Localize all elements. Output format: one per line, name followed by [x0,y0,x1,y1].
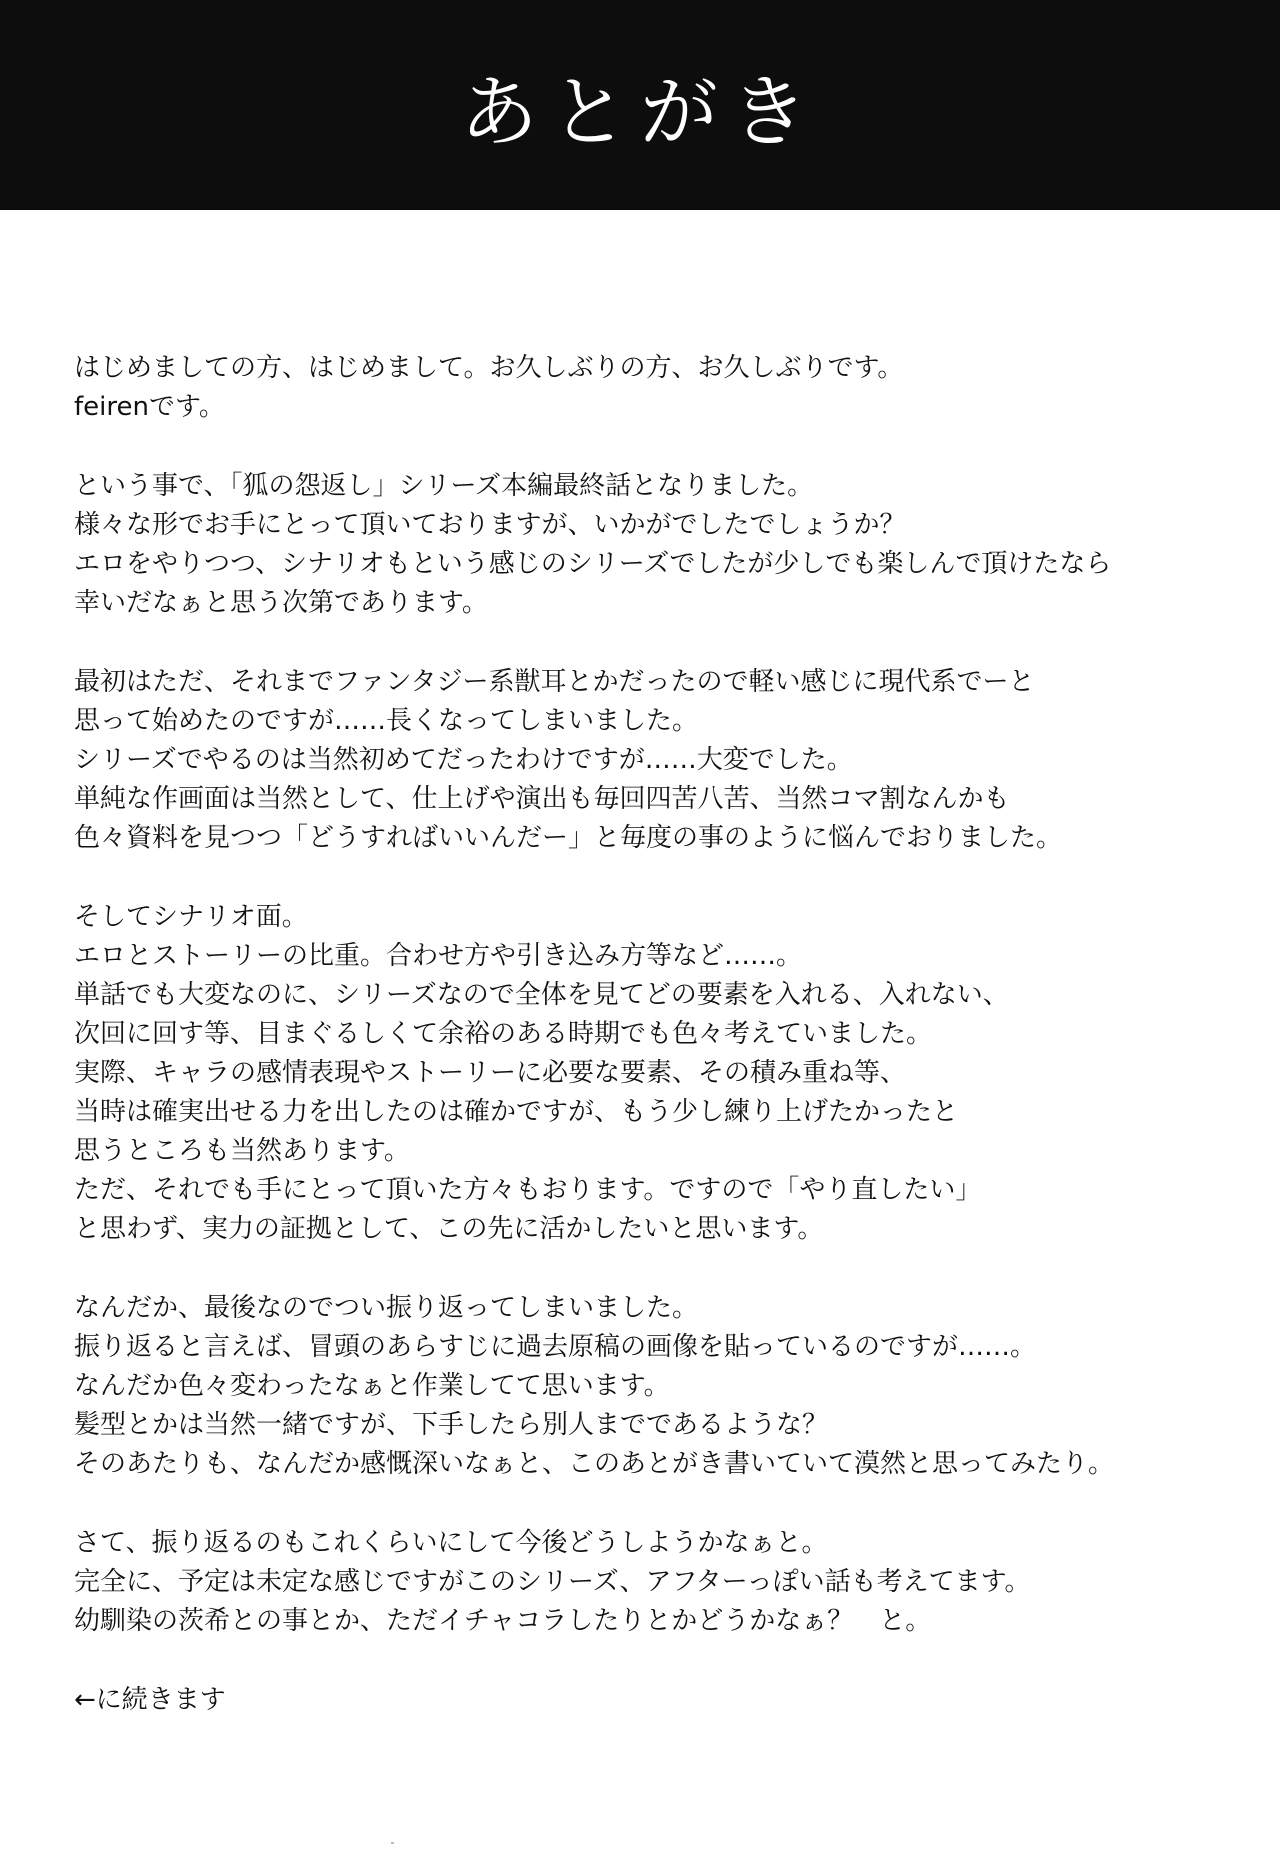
text-line: 様々な形でお手にとって頂いておりますが、いかがでしたでしょうか？ [74,510,906,540]
header-bar [0,0,1280,210]
text-line: 実際、キャラの感情表現やストーリーに必要な要素、その積み重ね等、 [74,1058,907,1088]
text-line: という事で、「狐の怨返し」シリーズ本編最終話となりました。 [74,471,814,501]
text-line: 思って始めたのですが……長くなってしまいました。 [74,706,699,736]
text-line: と思わず、実力の証拠として、この先に活かしたいと思います。 [74,1214,824,1244]
text-line: 髪型とかは当然一緒ですが、下手したら別人までであるような？ [74,1410,829,1440]
text-line: ただ、それでも手にとって頂いた方々もおります。ですので「やり直したい」 [74,1175,982,1205]
text-line: 単話でも大変なのに、シリーズなので全体を見てどの要素を入れる、入れない、 [74,980,1009,1010]
page-title: あとがき [459,68,820,158]
text-line: 単純な作画面は当然として、仕上げや演出も毎回四苦八苦、当然コマ割なんかも [74,784,1010,814]
paragraph-2 [74,467,1244,623]
text-line: エロをやりつつ、シナリオもという感じのシリーズでしたが少しでも楽しんで頂けたなら [74,549,1112,579]
paragraph-6 [74,1524,1244,1641]
text-line: そのあたりも、なんだか感慨深いなぁと、このあとがき書いていて漠然と思ってみたり。 [74,1449,1115,1479]
afterword-body [74,349,1244,1760]
text-line: feirenです。 [74,392,225,422]
text-line: エロとストーリーの比重。合わせ方や引き込み方等など……。 [74,941,803,971]
text-line: 次回に回す等、目まぐるしくて余裕のある時期でも色々考えていました。 [74,1019,933,1049]
paragraph-5 [74,1289,1244,1484]
text-line: シリーズでやるのは当然初めてだったわけですが……大変でした。 [74,745,853,775]
paragraph-1 [74,349,1244,427]
paragraph-3 [74,663,1244,858]
text-line: 最初はただ、それまでファンタジー系獣耳とかだったので軽い感じに現代系でーと [74,667,1035,697]
text-line: なんだか色々変わったなぁと作業してて思います。 [74,1371,670,1401]
text-line: 色々資料を見つつ「どうすればいいんだー」と毎度の事のように悩んでおりました。 [74,823,1063,853]
paragraph-4 [74,898,1244,1249]
text-line: 思うところも当然あります。 [74,1136,410,1166]
continue-note: ←に続きます [74,1685,226,1715]
text-line: なんだか、最後なのでつい振り返ってしまいました。 [74,1293,699,1323]
text-line: 幸いだなぁと思う次第であります。 [74,588,488,618]
text-line: 振り返ると言えば、冒頭のあらすじに過去原稿の画像を貼っているのですが……。 [74,1332,1037,1362]
paragraph-7 [74,1681,1244,1720]
text-line: はじめましての方、はじめまして。お久しぶりの方、お久しぶりです。 [74,353,904,383]
text-line: 完全に、予定は未定な感じですがこのシリーズ、アフターっぽい話も考えてます。 [74,1567,1031,1597]
text-line: 当時は確実出せる力を出したのは確かですが、もう少し練り上げたかったと [74,1097,959,1127]
text-line: そしてシナリオ面。 [74,902,308,932]
paper-speck [391,1842,394,1844]
text-line: 幼馴染の茨希との事とか、ただイチャコラしたりとかどうかなぁ？ と。 [74,1606,932,1636]
text-line: さて、振り返るのもこれくらいにして今後どうしようかなぁと。 [74,1528,828,1558]
